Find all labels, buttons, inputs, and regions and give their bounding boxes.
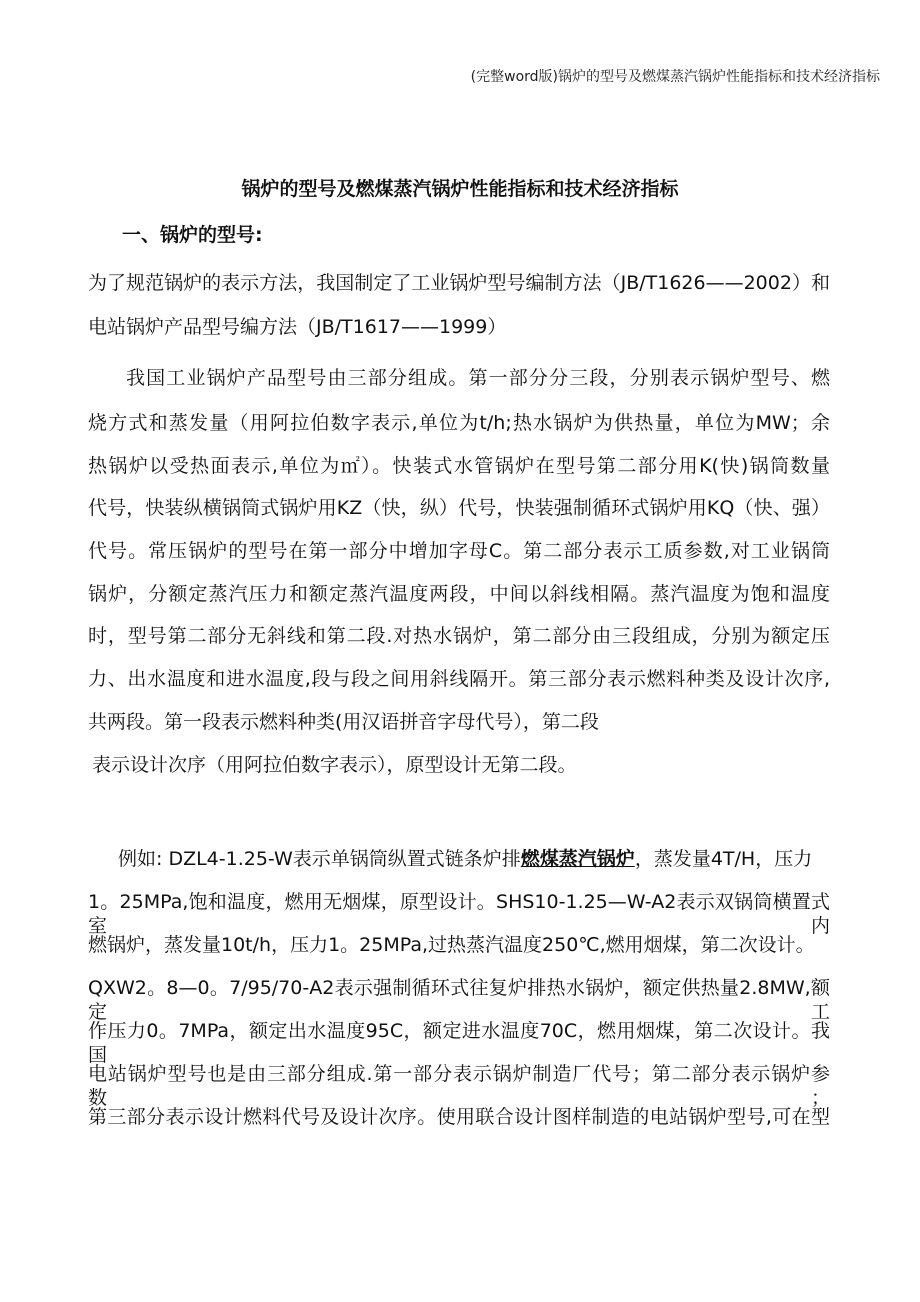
keyword-link[interactable]: 燃煤蒸汽锅炉: [520, 848, 635, 870]
document-title: 锅炉的型号及燃煤蒸汽锅炉性能指标和技术经济指标: [241, 178, 679, 200]
text: ，蒸发量4T/H，压力: [634, 848, 813, 870]
body-line: 燃锅炉，蒸发量10t/h，压力1。25MPa,过热蒸汽温度250℃,燃用烟煤，第二次设计。: [88, 934, 815, 956]
body-line: 表示设计次序（用阿拉伯数字表示），原型设计无第二段。: [92, 754, 577, 776]
body-line: 锅炉，分额定蒸汽压力和额定蒸汽温度两段，中间以斜线相隔。蒸汽温度为饱和温度: [88, 583, 830, 605]
body-line: 为了规范锅炉的表示方法，我国制定了工业锅炉型号编制方法（JB/T1626——2002）和: [88, 272, 830, 294]
body-line: [118, 847, 830, 871]
text: 例如: DZL4-1.25-W表示单锅筒纵置式链条炉排: [118, 848, 521, 870]
body-line: 力、出水温度和进水温度,段与段之间用斜线隔开。第三部分表示燃料种类及设计次序,: [88, 668, 830, 690]
body-line: 共两段。第一段表示燃料种类(用汉语拼音字母代号），第二段: [88, 711, 599, 733]
body-line: QXW2。8—0。7/95/70-A2表示强制循环式往复炉排热水锅炉，额定供热量2.8MW,额定工: [88, 977, 830, 1023]
body-line: 电站锅炉产品型号编方法（JB/T1617——1999）: [88, 316, 507, 338]
body-line: 1。25MPa,饱和温度，燃用无烟煤，原型设计。SHS10-1.25—W-A2表示双锅筒横置式室内: [88, 891, 830, 937]
page-header: (完整word版)锅炉的型号及燃煤蒸汽锅炉性能指标和技术经济指标: [470, 69, 880, 85]
section-heading: 一、锅炉的型号:: [122, 224, 263, 246]
body-line: 时，型号第二部分无斜线和第二段.对热水锅炉，第二部分由三段组成，分别为额定压: [88, 625, 830, 647]
body-line: 代号，快装纵横锅筒式锅炉用KZ（快，纵）代号，快装强制循环式锅炉用KQ（快、强）: [88, 497, 830, 519]
body-line: 热锅炉以受热面表示,单位为㎡）。快装式水管锅炉在型号第二部分用K(快)锅筒数量: [88, 455, 830, 477]
body-line: 代号。常压锅炉的型号在第一部分中增加字母C。第二部分表示工质参数,对工业锅筒: [88, 540, 830, 562]
body-line: 第三部分表示设计燃料代号及设计次序。使用联合设计图样制造的电站锅炉型号,可在型: [88, 1106, 830, 1128]
body-line: 电站锅炉型号也是由三部分组成.第一部分表示锅炉制造厂代号；第二部分表示锅炉参数；: [88, 1063, 830, 1109]
body-line: 作压力0。7MPa，额定出水温度95C，额定进水温度70C，燃用烟煤，第二次设计。我国: [88, 1020, 830, 1066]
body-line: 烧方式和蒸发量（用阿拉伯数字表示,单位为t/h;热水锅炉为供热量，单位为MW；余: [88, 412, 830, 434]
body-line: 我国工业锅炉产品型号由三部分组成。第一部分分三段，分别表示锅炉型号、燃: [126, 367, 830, 389]
